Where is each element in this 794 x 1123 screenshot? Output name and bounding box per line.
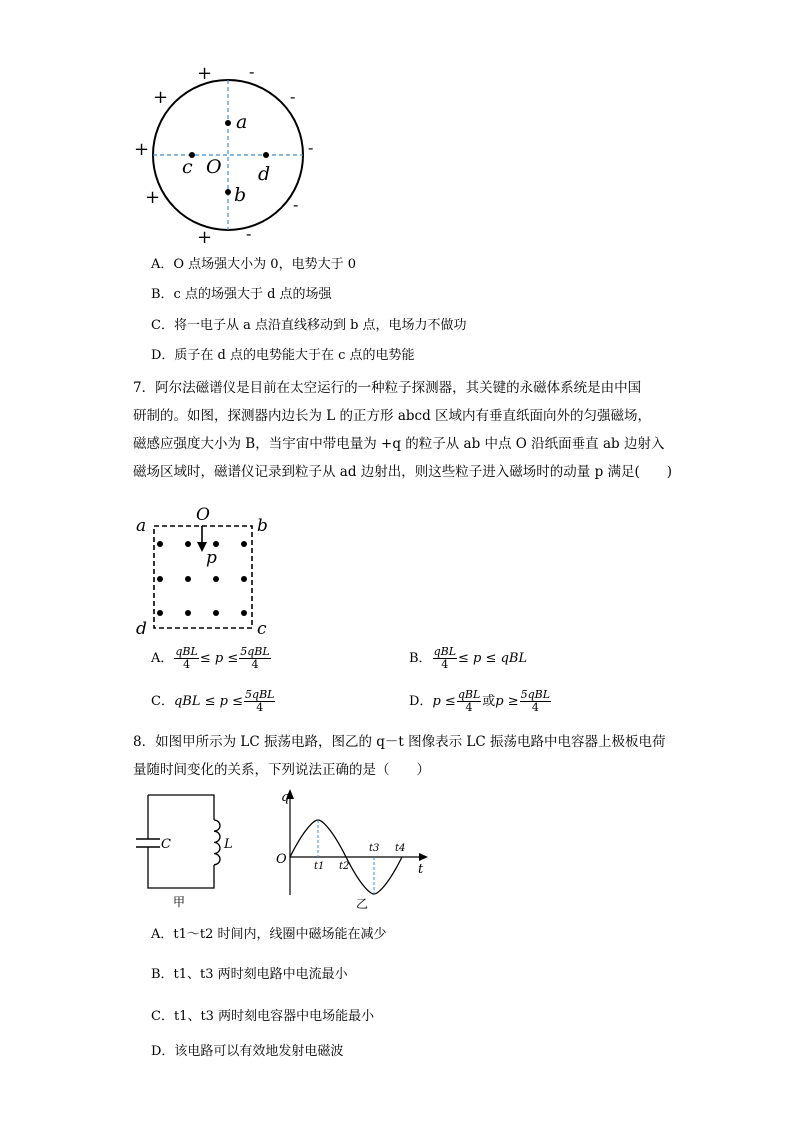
corner-c: c [257, 619, 267, 639]
figure-magnetic-square [130, 500, 280, 640]
tick-t1: t1 [314, 861, 325, 872]
fraction: $\frac{\text{qBL}}{4}$ [457, 688, 481, 714]
q8-stem [133, 728, 693, 784]
label-b: b [234, 184, 247, 206]
q6-option-c[interactable]: C．将一电子从 a 点沿直线移动到 b 点，电场力不做功 [151, 318, 467, 333]
fraction: $\frac{\text{5qBL}}{4}$ [520, 688, 551, 714]
q7-option-c[interactable]: C．qBL ≤ p ≤ $\frac{\text{5qBL}}{4}$ [151, 688, 275, 714]
option-label: D． [409, 694, 433, 709]
origin-O: O [276, 852, 287, 867]
q8-option-d[interactable]: D．该电路可以有效地发射电磁波 [151, 1044, 344, 1059]
q7-option-b[interactable]: B． $\frac{\text{qBL}}{4}$ ≤ p ≤ qBL [409, 645, 528, 671]
point-d [263, 152, 269, 158]
label-L: L [224, 837, 233, 852]
q8-line-2: 量随时间变化的关系，下列说法正确的是（ ） [133, 762, 430, 778]
q8-line-1: 8．如图甲所示为 LC 振荡电路，图乙的 q－t 图像表示 LC 振荡电路中电容器上极板电荷 [133, 734, 666, 750]
entry-point-O: O [196, 505, 210, 525]
field-region [154, 526, 252, 628]
q6-option-a[interactable]: A．O 点场强大小为 0，电势大于 0 [151, 257, 356, 272]
plus-sign: + [197, 63, 213, 84]
tick-t2: t2 [339, 861, 350, 872]
tick-t4: t4 [395, 843, 406, 854]
minus-sign: - [293, 195, 299, 214]
q8-option-a[interactable]: A．t1～t2 时间内，线圈中磁场能在减少 [151, 927, 387, 942]
corner-b: b [257, 516, 268, 536]
axis-label-q: q [281, 790, 290, 805]
option-label: B． [409, 651, 432, 666]
q7-line-3: 磁感应强度大小为 B，当宇宙中带电量为 +q 的粒子从 ab 中点 O 沿纸面垂直 ab 边射入 [133, 436, 665, 452]
caption-yi: 乙 [356, 897, 369, 911]
q6-option-d[interactable]: D．质子在 d 点的电势能大于在 c 点的电势能 [151, 348, 415, 363]
plus-sign: + [134, 139, 150, 160]
tick-t3: t3 [369, 843, 380, 854]
fraction: $\frac{\text{qBL}}{4}$ [433, 645, 456, 671]
caption-jia: 甲 [173, 895, 186, 909]
corner-d: d [136, 619, 147, 639]
fraction: $\frac{\text{5qBL}}{4}$ [245, 688, 275, 714]
axis-label-t: t [418, 862, 424, 877]
q7-stem [133, 374, 693, 486]
plus-sign: + [153, 87, 169, 108]
figure-lc-circuit [130, 790, 233, 910]
label-O: O [206, 156, 222, 178]
label-p: p [206, 548, 217, 568]
q6-option-b[interactable]: B．c 点的场强大于 d 点的场强 [151, 287, 332, 302]
circuit-wire [148, 847, 214, 888]
plus-sign: + [197, 227, 213, 248]
option-label: A． [151, 651, 174, 666]
q7-line-4: 磁场区域时，磁谱仪记录到粒子从 ad 边射出，则这些粒子进入磁场时的动量 p 满足( ) [133, 464, 673, 480]
option-label: C． [151, 694, 174, 709]
q8-option-b[interactable]: B．t1、t3 两时刻电路中电流最小 [151, 967, 348, 982]
q7-option-a[interactable]: A． $\frac{\text{qBL}}{4}$ ≤ p ≤ $\frac{\text{5qBL}}{4}$ [151, 645, 270, 671]
plus-sign: + [145, 187, 161, 208]
x-axis-arrow [419, 853, 428, 861]
figure-q-t-graph [270, 785, 435, 910]
figure-charged-sphere [130, 60, 330, 250]
circuit-wire [148, 795, 214, 820]
label-c: c [182, 156, 193, 178]
minus-sign: - [249, 62, 255, 81]
point-b [225, 189, 231, 195]
q8-option-c[interactable]: C．t1、t3 两时刻电容器中电场能最小 [151, 1009, 375, 1024]
label-C: C [161, 837, 171, 852]
q7-option-d[interactable]: D．p ≤ $\frac{\text{qBL}}{4}$ 或p ≥ $\frac{\text{5qBL}}{4}$ [409, 688, 551, 714]
minus-sign: - [246, 224, 252, 243]
minus-sign: - [308, 138, 314, 157]
label-a: a [236, 111, 248, 133]
q7-line-2: 研制的。如图，探测器内边长为 L 的正方形 abcd 区域内有垂直纸面向外的匀强磁场， [133, 408, 652, 424]
corner-a: a [136, 516, 147, 536]
fraction: $\frac{\text{qBL}}{4}$ [175, 645, 198, 671]
minus-sign: - [290, 87, 296, 106]
fraction: $\frac{\text{5qBL}}{4}$ [240, 645, 270, 671]
inductor-coil [214, 820, 220, 865]
field-dots [157, 541, 247, 616]
q7-line-1: 7．阿尔法磁谱仪是目前在太空运行的一种粒子探测器，其关键的永磁体系统是由中国 [133, 380, 642, 396]
label-d: d [258, 163, 271, 185]
point-a [225, 120, 231, 126]
